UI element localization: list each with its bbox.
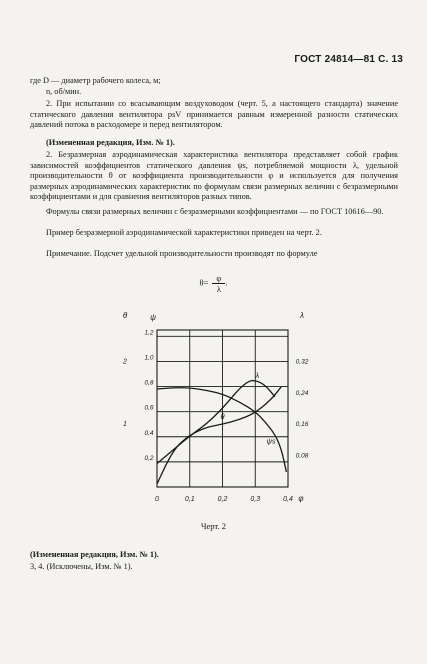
paragraph-formulas: Формулы связи размерных величин с безразмерными коэффициентами — по ГОСТ 10616—90. bbox=[46, 207, 384, 216]
series-line bbox=[157, 388, 286, 472]
lambda-tick-label: 0,08 bbox=[295, 452, 309, 460]
lambda-axis-label: λ bbox=[300, 311, 304, 320]
lambda-tick-label: 0,16 bbox=[295, 421, 309, 429]
psi-tick-label: 0,2 bbox=[144, 454, 154, 462]
psi-axis-label: ψ bbox=[150, 313, 156, 322]
formula-lhs: θ= bbox=[199, 277, 209, 288]
x-tick-label: 0,4 bbox=[283, 496, 293, 503]
text-units: n, об/мин. bbox=[46, 87, 82, 96]
edit-note-2: (Измененная редакция, Изм. № 1). bbox=[30, 550, 159, 559]
page-header: ГОСТ 24814—81 С. 13 bbox=[294, 54, 403, 65]
psi-tick-label: 0,6 bbox=[144, 404, 154, 412]
series-label: ψs bbox=[266, 436, 276, 446]
figure-caption: Черт. 2 bbox=[200, 521, 226, 531]
x-tick-label: 0,2 bbox=[217, 496, 228, 503]
psi-tick-label: 1,2 bbox=[144, 329, 154, 337]
formula-theta bbox=[0, 273, 427, 294]
theta-tick-label: 1 bbox=[123, 421, 127, 429]
x-tick-label: 0,1 bbox=[184, 496, 195, 503]
paragraph-example: Пример безразмерной аэродинамической характеристики приведен на черт. 2. bbox=[46, 228, 322, 237]
x-tick-label: 0,3 bbox=[250, 496, 261, 503]
formula-numerator: φ bbox=[212, 273, 225, 284]
psi-tick-label: 0,4 bbox=[144, 429, 154, 437]
excluded-items-note: 3, 4. (Исключены, Изм. № 1). bbox=[30, 562, 133, 571]
x-tick-label: 0 bbox=[155, 496, 159, 503]
psi-tick-label: 0,8 bbox=[144, 379, 154, 387]
series-label: λ bbox=[255, 371, 260, 381]
psi-tick-label: 1,0 bbox=[144, 354, 154, 362]
chart-marks bbox=[122, 311, 309, 503]
theta-axis-label: θ bbox=[122, 311, 128, 320]
lambda-tick-label: 0,24 bbox=[295, 389, 309, 397]
x-axis-label: φ bbox=[298, 494, 304, 503]
series-label: θ bbox=[220, 412, 225, 422]
formula-denominator: λ bbox=[216, 284, 221, 294]
text-where-d: где D — диаметр рабочего колеса, м; bbox=[30, 76, 161, 85]
paragraph-dimensionless-characteristic: 2. Безразмерная аэродинамическая характеристика вентилятора представляет собой график зависимостей коэффициентов статического давления ψs, потребляемой мощности λ, удельной производительности θ от коэффициента производительности φ и используется для получения размерных аэродинамических характеристик по формулам связи размерных величин с безразмерными коэффициентами и для сравнения вентиляторов разных типов. bbox=[30, 150, 398, 202]
edit-note-1: (Измененная редакция, Изм. № 1). bbox=[46, 138, 175, 147]
formula-fraction bbox=[212, 273, 228, 294]
paragraph-suction-duct: 2. При испытании со всасывающим воздуховодом (черт. 5, а настоящего стандарта) значение статического давления вентилятора psV принимается равным измеренной разности статических давлений потока в расходомере и перед вентилятором. bbox=[30, 99, 398, 130]
formula-tail: . bbox=[225, 277, 228, 288]
note-paragraph: Примечание. Подсчет удельной производительности производят по формуле bbox=[46, 249, 318, 258]
lambda-tick-label: 0,32 bbox=[295, 358, 309, 366]
series-line bbox=[157, 387, 281, 484]
theta-tick-label: 2 bbox=[123, 358, 127, 366]
aerodynamic-characteristic-chart bbox=[100, 306, 330, 511]
